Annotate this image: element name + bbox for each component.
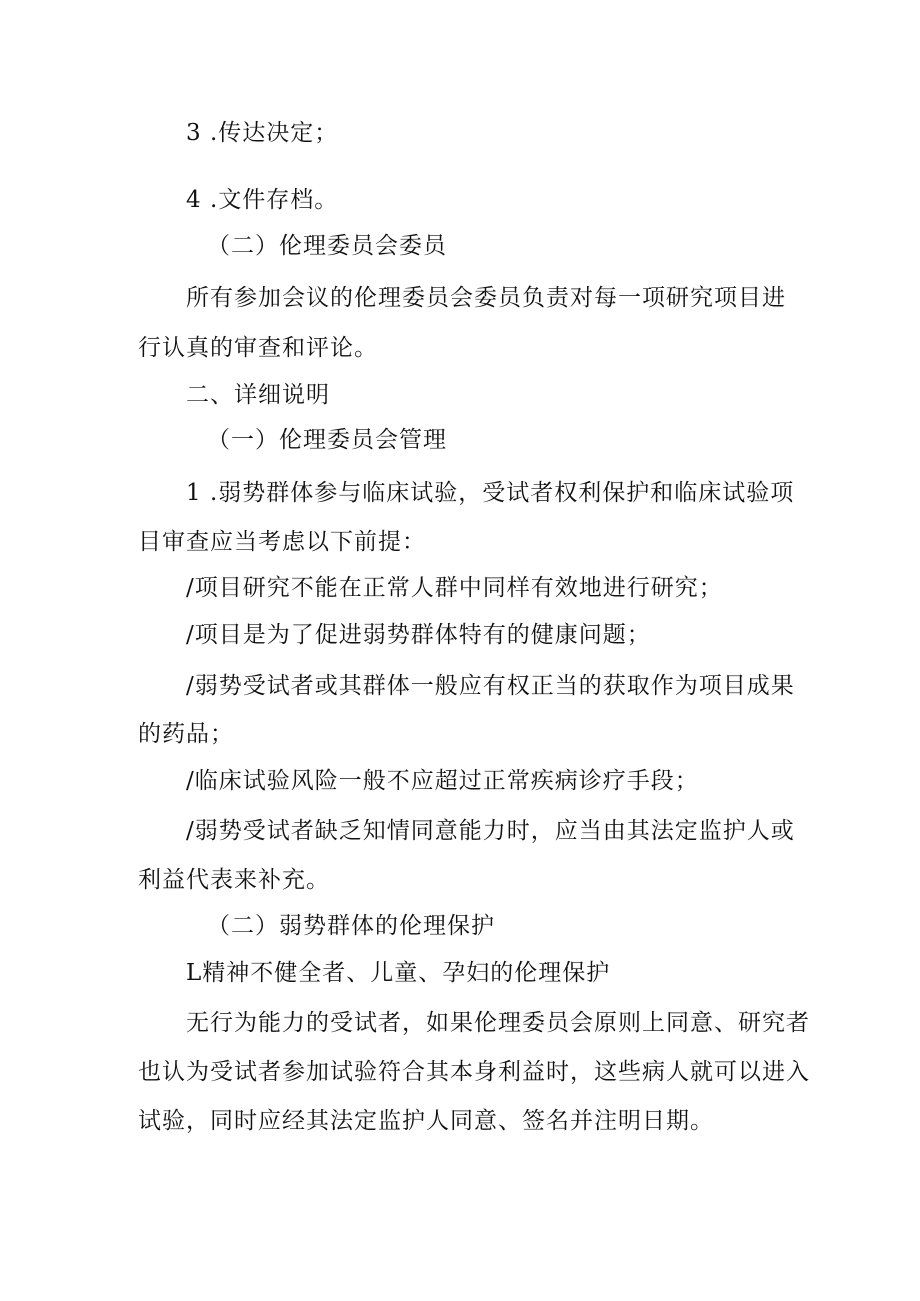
premise-item-5-line-1: /弱势受试者缺乏知情同意能力时，应当由其法定监护人或 xyxy=(186,818,795,844)
subheading-vulnerable-protection: （二）弱势群体的伦理保护 xyxy=(207,913,495,939)
paragraph-incapacitated-line-1: 无行为能力的受试者，如果伦理委员会原则上同意、研究者 xyxy=(186,1010,810,1036)
premise-item-2: /项目是为了促进弱势群体特有的健康问题； xyxy=(186,622,651,648)
subheading-committee-members: （二）伦理委员会委员 xyxy=(207,233,447,259)
premise-item-5-line-2: 利益代表来补充。 xyxy=(138,867,330,893)
paragraph-members-line-2: 行认真的审查和评论。 xyxy=(138,335,378,361)
heading-detailed-description: 二、详细说明 xyxy=(186,382,330,408)
premise-item-3-line-2: 的药品； xyxy=(138,721,234,747)
item-L-heading: L精神不健全者、儿童、孕妇的伦理保护 xyxy=(186,960,611,986)
list-item-4: 4 .文件存档。 xyxy=(186,187,339,213)
subheading-committee-management: （一）伦理委员会管理 xyxy=(207,427,447,453)
item-1-line-2: 目审查应当考虑以下前提： xyxy=(138,529,426,555)
premise-item-3-line-1: /弱势受试者或其群体一般应有权正当的获取作为项目成果 xyxy=(186,673,795,699)
list-item-3: 3 .传达决定； xyxy=(186,120,339,146)
paragraph-members-line-1: 所有参加会议的伦理委员会委员负责对每一项研究项目进 xyxy=(186,285,786,311)
paragraph-incapacitated-line-3: 试验，同时应经其法定监护人同意、签名并注明日期。 xyxy=(138,1108,714,1134)
item-1-line-1: 1 .弱势群体参与临床试验，受试者权利保护和临床试验项 xyxy=(186,480,795,506)
premise-item-1: /项目研究不能在正常人群中同样有效地进行研究； xyxy=(186,575,723,601)
paragraph-incapacitated-line-2: 也认为受试者参加试验符合其本身利益时，这些病人就可以进入 xyxy=(138,1059,810,1085)
premise-item-4: /临床试验风险一般不应超过正常疾病诊疗手段； xyxy=(186,768,699,794)
